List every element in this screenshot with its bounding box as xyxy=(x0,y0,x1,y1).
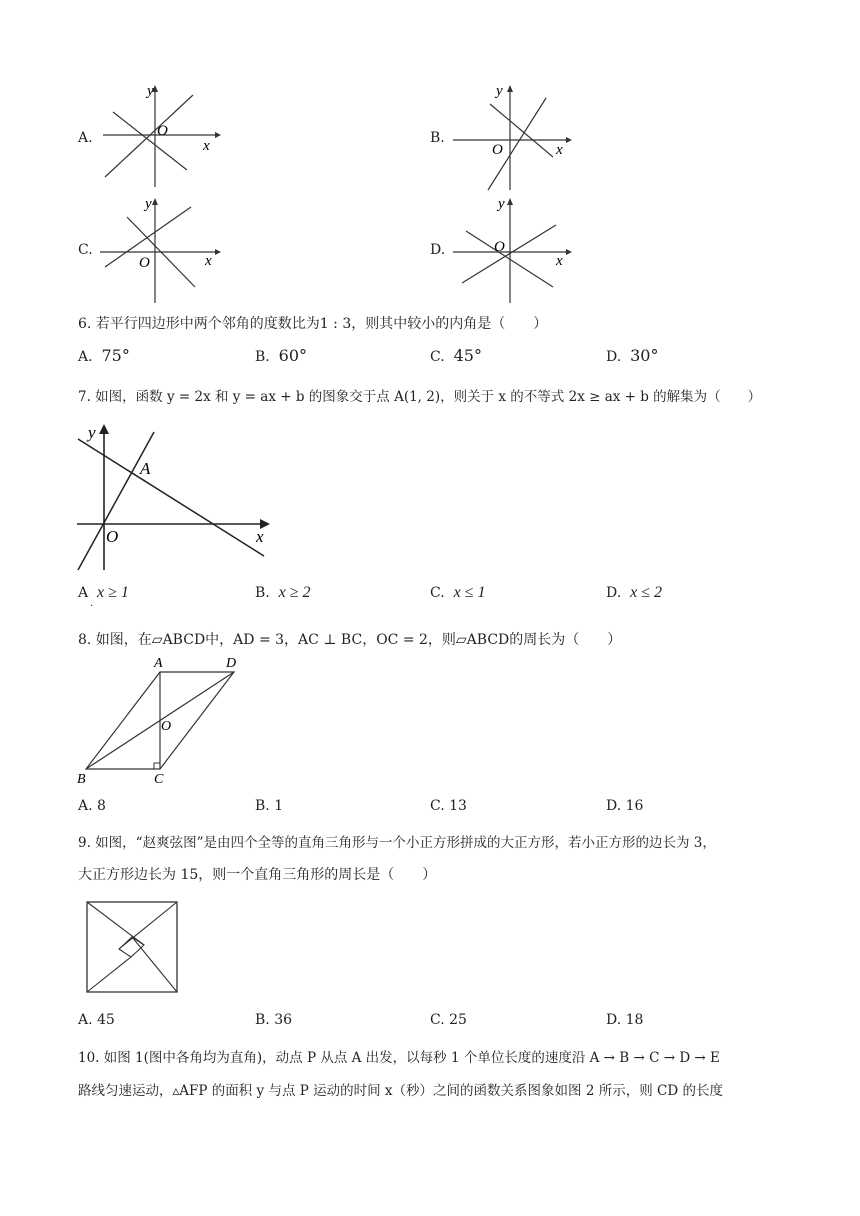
q8-label-o: O xyxy=(161,719,172,734)
q9-zhaoshuang-diagram xyxy=(86,901,180,995)
svg-text:O: O xyxy=(157,123,168,139)
q7-option-a[interactable]: A x ≥ 1 xyxy=(78,584,129,601)
q8-label-d: D xyxy=(226,656,237,671)
q5-graph-c xyxy=(95,195,225,305)
q7-label-y: y xyxy=(88,423,96,442)
svg-text:x: x xyxy=(556,142,563,158)
q5-option-a-letter: A. xyxy=(78,130,93,146)
svg-text:y: y xyxy=(496,83,503,99)
q9-stem-line2: 大正方形边长为 15，则一个直角三角形的周长是（ ） xyxy=(78,867,437,883)
q7-label-o: O xyxy=(106,527,119,546)
q6-option-c[interactable]: C. 45° xyxy=(430,346,482,365)
q6-option-a[interactable]: A. 75° xyxy=(78,346,130,365)
svg-text:x: x xyxy=(556,253,563,269)
q7-option-d[interactable]: D. x ≤ 2 xyxy=(606,584,662,601)
svg-text:O: O xyxy=(494,239,505,255)
q6-option-d[interactable]: D. 30° xyxy=(606,346,659,365)
q9-option-d[interactable]: D. 18 xyxy=(606,1012,644,1028)
q8-option-a[interactable]: A. 8 xyxy=(78,798,106,814)
q5-graph-a xyxy=(95,82,225,192)
q9-option-a[interactable]: A. 45 xyxy=(78,1012,115,1028)
svg-text:x: x xyxy=(205,253,212,269)
q6-option-b[interactable]: B. 60° xyxy=(255,346,308,365)
q8-stem: 8. 如图，在▱ABCD中，AD = 3，AC ⊥ BC，OC = 2，则▱ABCD的周长为（ ） xyxy=(78,632,622,648)
q10-stem-line2: 路线匀速运动，▵AFP 的面积 y 与点 P 运动的时间 x（秒）之间的函数关系图象如图 2 所示，则 CD 的长度 xyxy=(78,1083,723,1099)
svg-text:y: y xyxy=(147,83,154,99)
q10-stem-line1: 10. 如图 1(图中各角均为直角)，动点 P 从点 A 出发，以每秒 1 个单位长度的速度沿 A → B → C → D → E xyxy=(78,1050,720,1066)
q7-label-x: x xyxy=(256,527,264,546)
svg-text:y: y xyxy=(145,196,152,212)
q8-option-b[interactable]: B. 1 xyxy=(255,798,284,814)
q5-option-c-letter: C. xyxy=(78,242,93,258)
q5-graph-b xyxy=(448,82,578,192)
q9-option-b[interactable]: B. 36 xyxy=(255,1012,293,1028)
q7-stem: 7. 如图，函数 y = 2x 和 y = ax + b 的图象交于点 A(1, 2)，则关于 x 的不等式 2x ≥ ax + b 的解集为（ ） xyxy=(78,389,762,405)
q7-label-a: A xyxy=(140,459,151,478)
q8-parallelogram xyxy=(74,652,249,787)
svg-text:x: x xyxy=(203,138,210,154)
q7-option-a-dot: . xyxy=(90,598,94,609)
q6-stem: 6. 若平行四边形中两个邻角的度数比为1 : 3，则其中较小的内角是（ ） xyxy=(78,316,548,332)
q5-graph-d xyxy=(448,195,578,305)
svg-text:y: y xyxy=(498,196,505,212)
q8-label-b: B xyxy=(77,772,86,787)
q8-label-c: C xyxy=(154,772,164,787)
svg-text:O: O xyxy=(492,142,503,158)
q5-option-b-letter: B. xyxy=(430,130,445,146)
q9-stem-line1: 9. 如图，“赵爽弦图”是由四个全等的直角三角形与一个小正方形拼成的大正方形，若小正方形的边长为 3， xyxy=(78,835,716,851)
q7-graph xyxy=(72,418,282,578)
svg-text:O: O xyxy=(139,255,150,271)
q8-option-c[interactable]: C. 13 xyxy=(430,798,467,814)
q7-option-c[interactable]: C. x ≤ 1 xyxy=(430,584,486,601)
q8-label-a: A xyxy=(154,656,163,671)
q7-option-b[interactable]: B. x ≥ 2 xyxy=(255,584,311,601)
q9-option-c[interactable]: C. 25 xyxy=(430,1012,467,1028)
q8-option-d[interactable]: D. 16 xyxy=(606,798,644,814)
q5-option-d-letter: D. xyxy=(430,242,446,258)
